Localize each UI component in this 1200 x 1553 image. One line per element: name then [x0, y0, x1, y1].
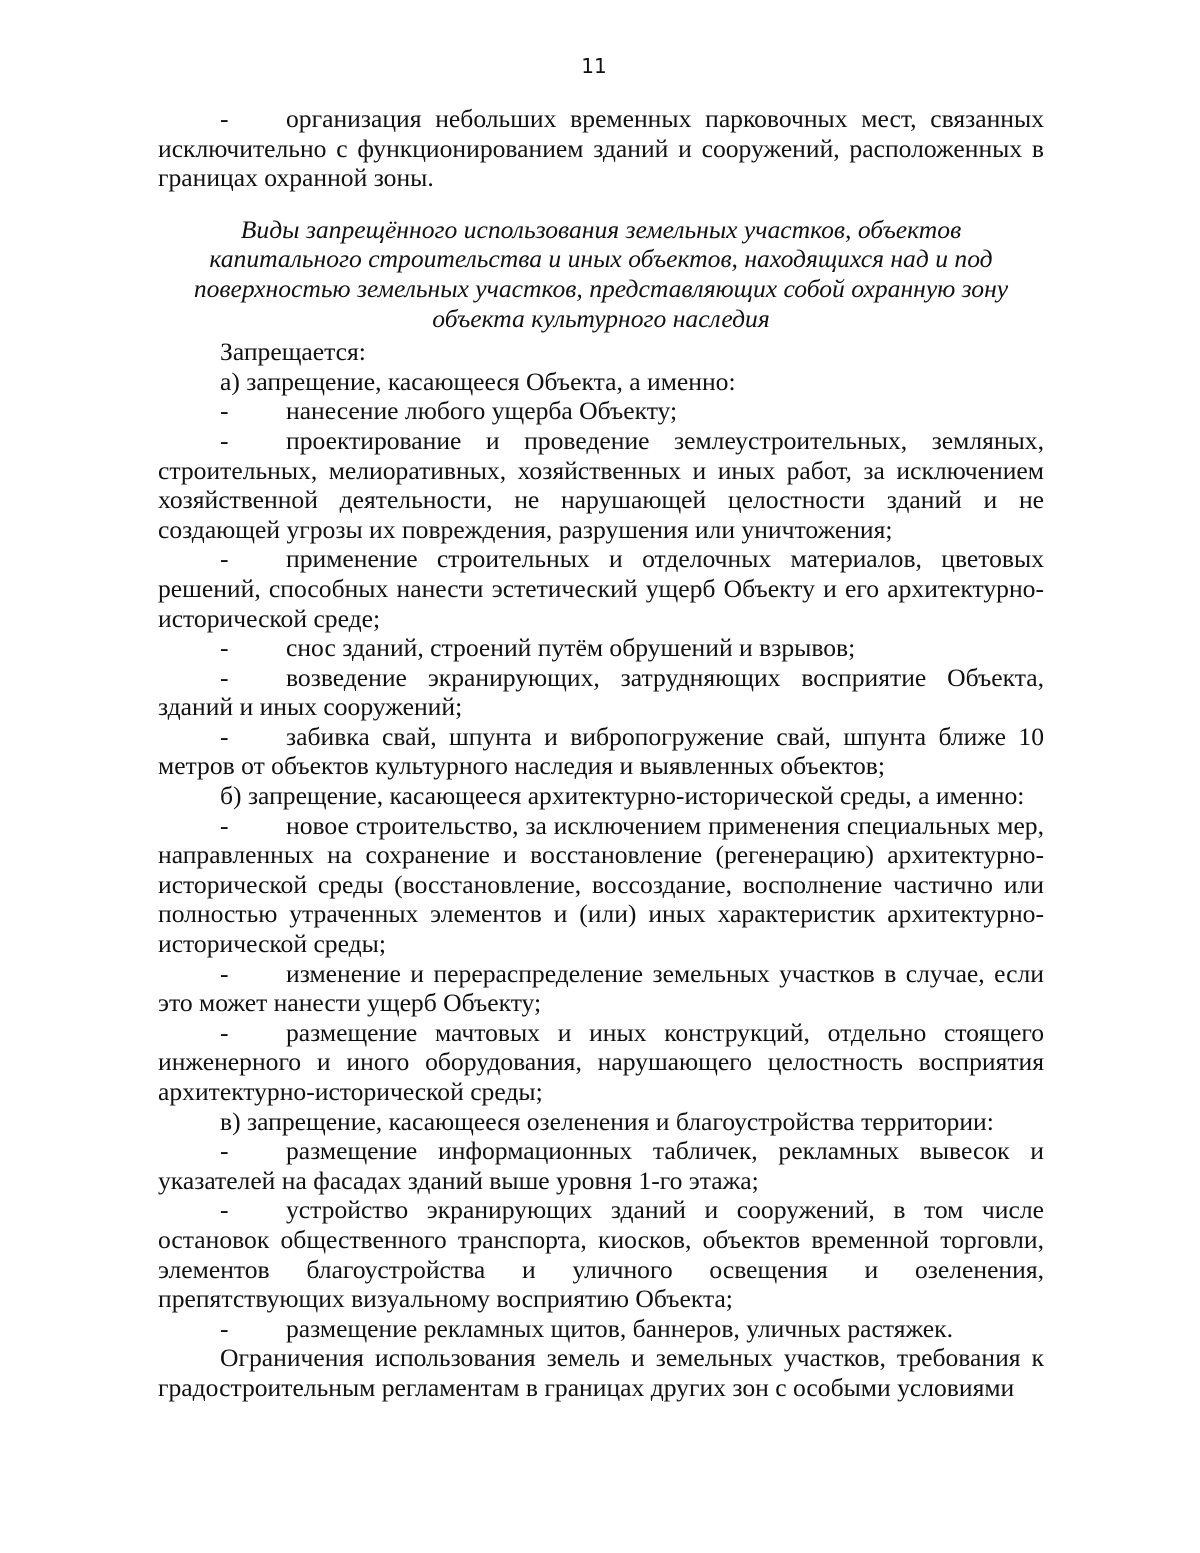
- page-number: 11: [581, 54, 607, 78]
- list-item-text: размещение информационных табличек, рекламных вывесок и указателей на фасадах зданий выше уровня 1-го этажа;: [158, 1136, 1044, 1195]
- list-dash: -: [220, 633, 229, 663]
- list-item-text: проектирование и проведение землеустроительных, земляных, строительных, мелиоративных, хозяйственных и иных работ, за исключением хозяйственной деятельности, не нарушающей целостности зданий и не создающей угрозы их повреждения, разрушения или уничтожения;: [158, 425, 1044, 544]
- closing-paragraph: Ограничения использования земель и земельных участков, требования к градостроительным регламентам в границах других зон с особыми условиями: [158, 1343, 1044, 1402]
- list-item: [158, 722, 1044, 781]
- list-dash: -: [220, 396, 229, 426]
- list-item-text: нанесение любого ущерба Объекту;: [286, 396, 678, 426]
- list-dash: -: [220, 1313, 229, 1343]
- list-item: [158, 104, 1044, 193]
- list-item-text: устройство экранирующих зданий и сооружений, в том числе остановок общественного транспорта, киосков, объектов временной торговли, элементов благоустройства и уличного освещения и озеленения, препятствующих визуальному восприятию Объекта;: [158, 1195, 1044, 1314]
- list-item: [158, 426, 1044, 544]
- list-item: [158, 811, 1044, 959]
- section-b-title: б) запрещение, касающееся архитектурно-исторической среды, а именно:: [220, 781, 1025, 811]
- list-item: [158, 959, 1044, 1018]
- list-item: [158, 633, 1044, 663]
- list-item: [158, 396, 1044, 426]
- list-dash: -: [220, 1136, 229, 1166]
- list-item-text: снос зданий, строений путём обрушений и взрывов;: [286, 633, 856, 663]
- list-item-text: новое строительство, за исключением применения специальных мер, направленных на сохранение и восстановление (регенерацию) архитектурно-исторической среды (восстановление, воссоздание, восполнение частично или полностью утраченных элементов и (или) иных характеристик архитектурно-исторической среды;: [158, 810, 1044, 959]
- section-a-title: а) запрещение, касающееся Объекта, а именно:: [220, 366, 736, 396]
- list-item-text: забивка свай, шпунта и вибропогружение свай, шпунта ближе 10 метров от объектов культурного наследия и выявленных объектов;: [158, 721, 1044, 781]
- list-item: [158, 544, 1044, 633]
- document-body: [158, 104, 1044, 1403]
- list-dash: -: [220, 721, 229, 751]
- list-item-text: организация небольших временных парковочных мест, связанных исключительно с функционированием зданий и сооружений, расположенных в границах охранной зоны.: [158, 104, 1044, 193]
- list-dash: -: [220, 425, 229, 455]
- list-item: [158, 1018, 1044, 1107]
- list-dash: -: [220, 810, 229, 840]
- list-dash: -: [220, 662, 229, 692]
- section-c-title: в) запрещение, касающееся озеленения и благоустройства территории:: [220, 1106, 994, 1136]
- list-item: [158, 1314, 1044, 1344]
- list-dash: -: [220, 958, 229, 988]
- forbidden-label: Запрещается:: [220, 337, 366, 367]
- section-heading: Виды запрещённого использования земельных участков, объектов капитального строительства и иных объектов, находящихся над и под поверхностью земельных участков, представляющих собой охранную зону объекта культурного наследия: [193, 214, 1009, 333]
- list-item-text: размещение рекламных щитов, баннеров, уличных растяжек.: [286, 1313, 953, 1343]
- list-item-text: размещение мачтовых и иных конструкций, отдельно стоящего инженерного и иного оборудования, нарушающего целостность восприятия архитектурно-исторической среды;: [158, 1017, 1044, 1106]
- list-dash: -: [220, 104, 229, 133]
- list-item: [158, 1136, 1044, 1195]
- list-dash: -: [220, 1195, 229, 1225]
- list-item: [158, 1195, 1044, 1313]
- list-item-text: изменение и перераспределение земельных участков в случае, если это может нанести ущерб Объекту;: [158, 958, 1044, 1018]
- list-dash: -: [220, 544, 229, 574]
- list-item-text: возведение экранирующих, затрудняющих восприятие Объекта, зданий и иных сооружений;: [158, 662, 1044, 722]
- list-item: [158, 663, 1044, 722]
- list-dash: -: [220, 1017, 229, 1047]
- list-item-text: применение строительных и отделочных материалов, цветовых решений, способных нанести эстетический ущерб Объекту и его архитектурно-исторической среде;: [158, 544, 1044, 633]
